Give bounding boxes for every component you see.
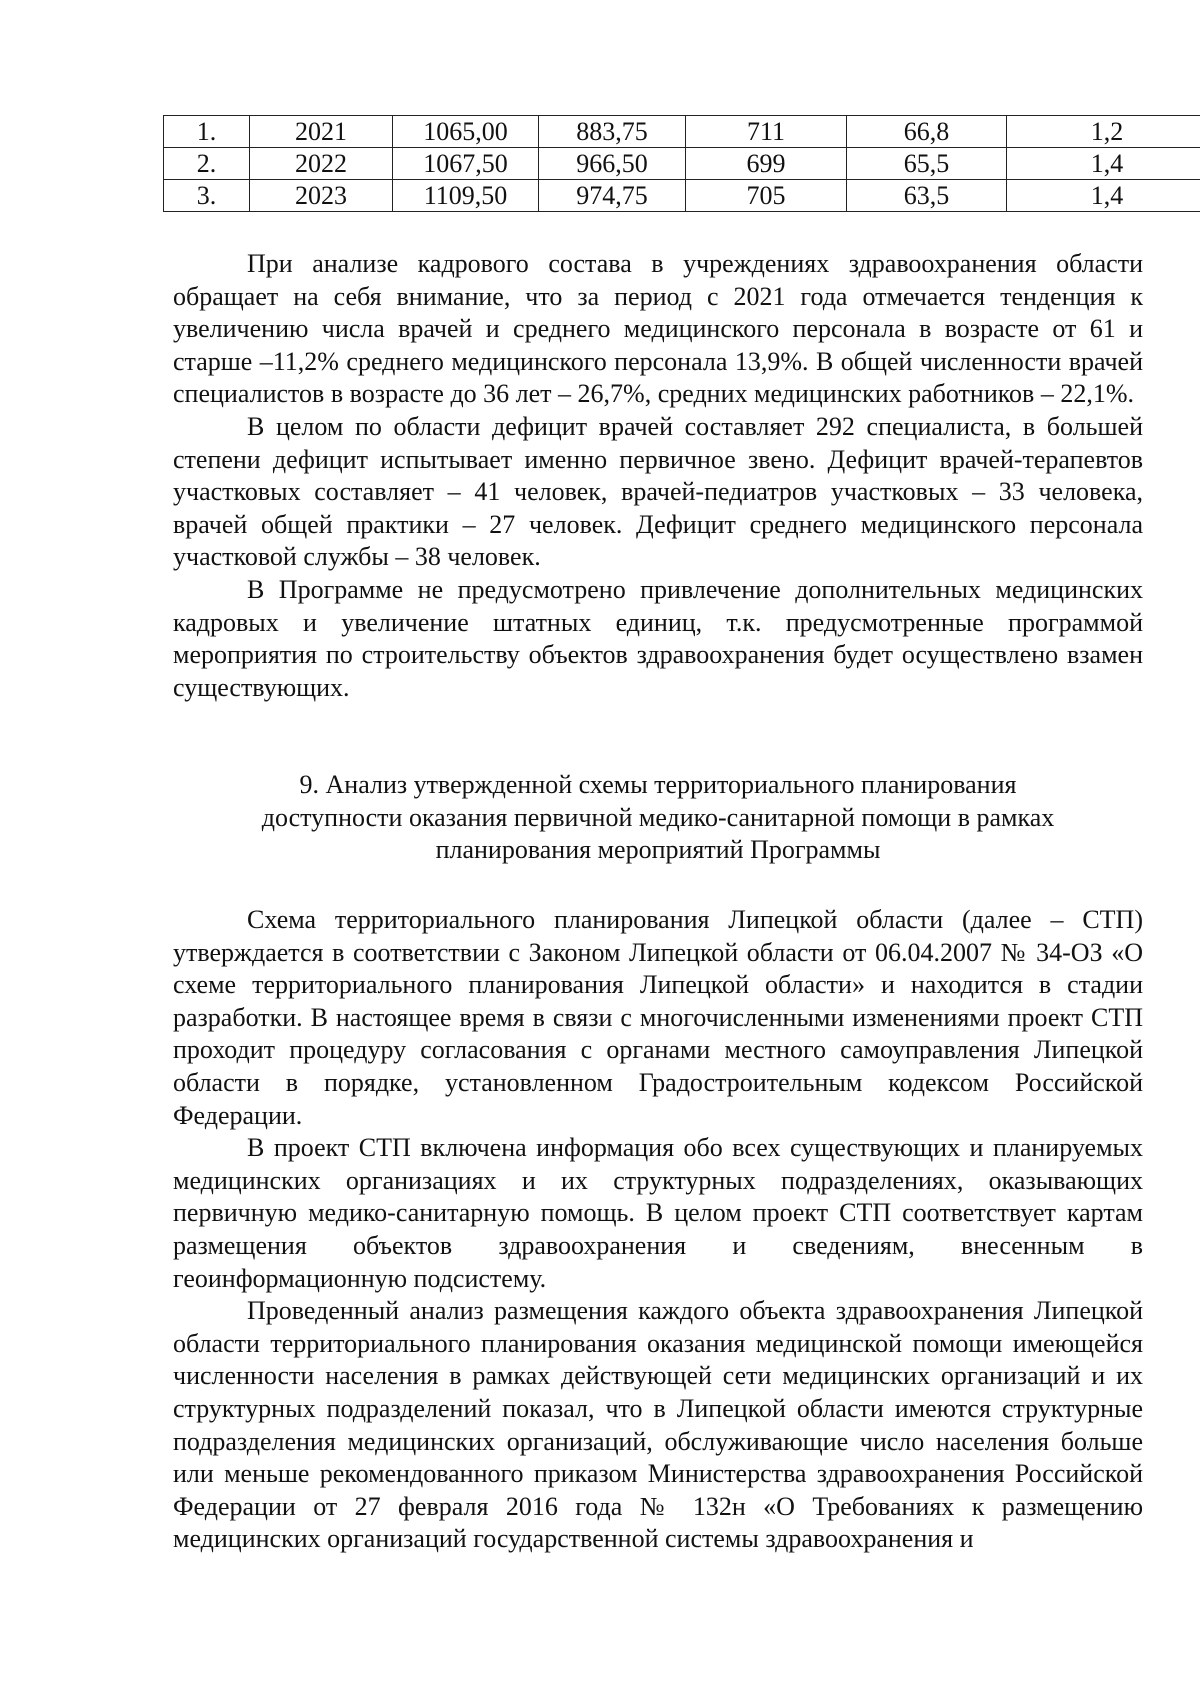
staffing-analysis-section [173, 248, 1143, 704]
paragraph: В Программе не предусмотрено привлечение дополнительных медицинских кадровых и увеличение штатных единиц, т.к. предусмотренные программой мероприятия по строительству объектов здравоохранения будет осуществлено взамен существующих. [173, 574, 1143, 702]
table-cell: 974,75 [539, 180, 686, 212]
table-row [164, 180, 1200, 212]
table-row [164, 116, 1200, 148]
table-cell: 1,4 [1007, 180, 1200, 212]
table-row [164, 148, 1200, 180]
heading-line: 9. Анализ утвержденной схемы территориального планирования [299, 770, 1017, 799]
heading-line: планирования мероприятий Программы [435, 835, 881, 865]
table-cell: 1. [164, 116, 250, 148]
table-cell: 1109,50 [393, 180, 539, 212]
table-cell: 3. [164, 180, 250, 212]
table-cell: 966,50 [539, 148, 686, 180]
table-cell: 1065,00 [393, 116, 539, 148]
paragraph: При анализе кадрового состава в учреждениях здравоохранения области обращает на себя внимание, что за период с 2021 года отмечается тенденция к увеличению числа врачей и среднего медицинского персонала в возрасте от 61 и старше –11,2% среднего медицинского персонала 13,9%. В общей численности врачей специалистов в возрасте до 36 лет – 26,7%, средних медицинских работников – 22,1%. [173, 249, 1143, 409]
table-cell: 2021 [250, 116, 393, 148]
table-cell: 65,5 [847, 148, 1007, 180]
table-cell: 2022 [250, 148, 393, 180]
table-cell: 63,5 [847, 180, 1007, 212]
staff-table [163, 115, 1200, 212]
table-cell: 66,8 [847, 116, 1007, 148]
table-cell: 699 [686, 148, 847, 180]
table-cell: 1,2 [1007, 116, 1200, 148]
territorial-planning-section [173, 904, 1143, 1556]
table-cell: 1,4 [1007, 148, 1200, 180]
paragraph: Проведенный анализ размещения каждого объекта здравоохранения Липецкой области территориального планирования оказания медицинской помощи имеющейся численности населения в рамках действующей сети медицинских организаций и их структурных подразделений показал, что в Липецкой области имеются структурные подразделения медицинских организаций, обслуживающие число населения больше или меньше рекомендованного приказом Министерства здравоохранения Российской Федерации от 27 февраля 2016 года № 132н «О Требованиях к размещению медицинских организаций государственной системы здравоохранения и [173, 1296, 1143, 1554]
table-cell: 711 [686, 116, 847, 148]
paragraph: В проект СТП включена информация обо всех существующих и планируемых медицинских организациях и их структурных подразделениях, оказывающих первичную медико-санитарную помощь. В целом проект СТП соответствует картам размещения объектов здравоохранения и сведениям, внесенным в геоинформационную подсистему. [173, 1133, 1143, 1293]
table-cell: 883,75 [539, 116, 686, 148]
table-cell: 2. [164, 148, 250, 180]
table-cell: 705 [686, 180, 847, 212]
table-cell: 2023 [250, 180, 393, 212]
paragraph: В целом по области дефицит врачей составляет 292 специалиста, в большей степени дефицит испытывает именно первичное звено. Дефицит врачей-терапевтов участковых составляет – 41 человек, врачей-педиатров участковых – 33 человека, врачей общей практики – 27 человек. Дефицит среднего медицинского персонала участковой службы – 38 человек. [173, 411, 1143, 572]
paragraph: Схема территориального планирования Липецкой области (далее – СТП) утверждается в соответствии с Законом Липецкой области от 06.04.2007 № 34-ОЗ «О схеме территориального планирования Липецкой области» и находится в стадии разработки. В настоящее время в связи с многочисленными изменениями проект СТП проходит процедуру согласования с органами местного самоуправления Липецкой области в порядке, установленном Градостроительным кодексом Российской Федерации. [173, 905, 1143, 1130]
section-heading [173, 769, 1143, 867]
heading-line: доступности оказания первичной медико-санитарной помощи в рамках [261, 802, 1055, 832]
table-cell: 1067,50 [393, 148, 539, 180]
